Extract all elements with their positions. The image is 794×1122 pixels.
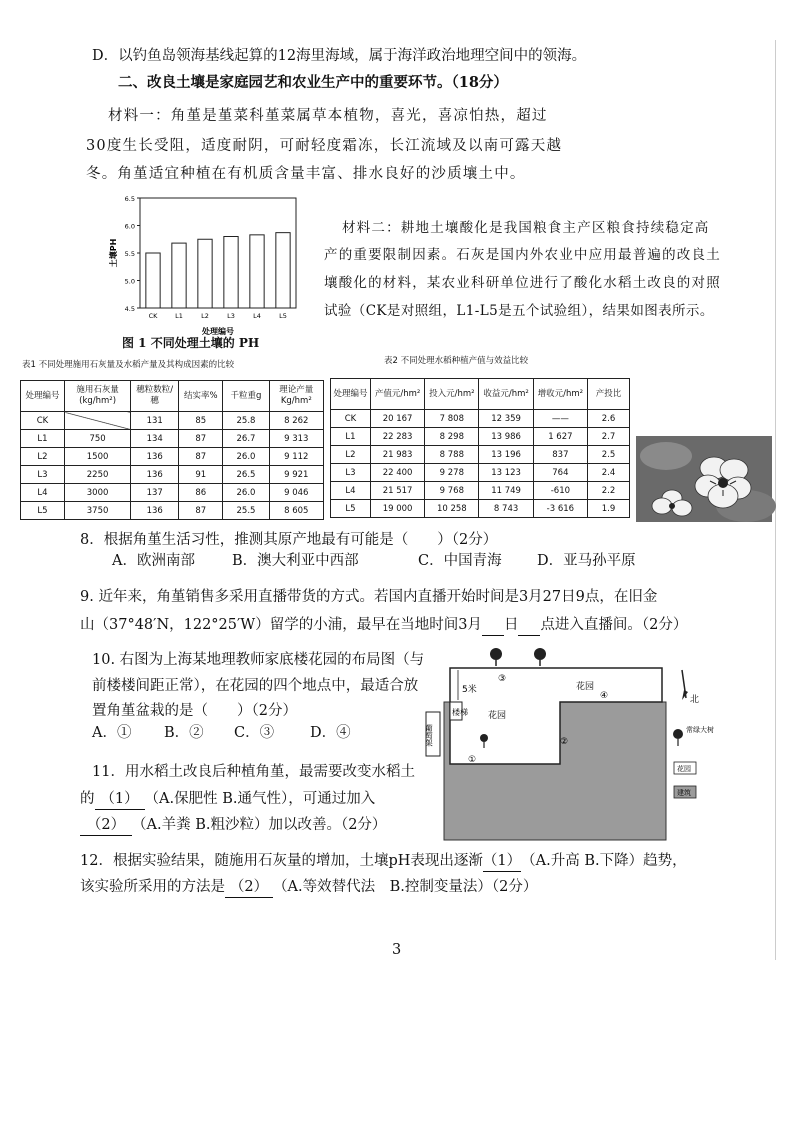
front-trees <box>490 648 546 666</box>
table2-cell: 837 <box>533 446 587 464</box>
q8-option-c: C．中国青海 <box>418 553 502 569</box>
pansy-flower-photo <box>636 436 772 522</box>
table2-row <box>331 482 630 500</box>
q10-line-1: 10. 右图为上海某地理教师家底楼花园的布局图（与 <box>92 652 425 668</box>
bar-L2 <box>198 239 212 308</box>
q12-line-1 <box>80 851 687 872</box>
y-tick-label: 6.0 <box>124 222 135 231</box>
q10-option-d: D．④ <box>310 725 351 741</box>
pansy-illustration <box>636 436 772 522</box>
table1-cell: 9 313 <box>269 430 323 448</box>
q11-text-b1: 的 <box>80 791 95 807</box>
table1-cell: 131 <box>131 412 179 430</box>
q12-blank-1[interactable]: （1） <box>483 851 521 872</box>
table1-cell: 85 <box>179 412 223 430</box>
table2-cell: 1 627 <box>533 428 587 446</box>
bar-L5 <box>276 233 290 308</box>
material2-line-4: 试验（CK是对照组，L1-L5是五个试验组），结果如图表所示。 <box>324 303 714 319</box>
table1-header: 理论产量Kg/hm² <box>269 381 323 412</box>
q10-option-b: B．② <box>164 725 204 741</box>
table1-cell: 8 605 <box>269 502 323 520</box>
table1-cell: 8 262 <box>269 412 323 430</box>
q11-line-3 <box>80 815 386 836</box>
table1-cell: L1 <box>21 430 65 448</box>
label-garden-top: 花园 <box>576 682 595 692</box>
table1-cell: 3000 <box>65 484 131 502</box>
q11-blank-2[interactable]: （2） <box>80 815 132 836</box>
q10-option-c: C．③ <box>234 725 275 741</box>
table1-header-row <box>21 381 324 412</box>
table2-row <box>331 500 630 518</box>
table1-cell: 26.7 <box>223 430 269 448</box>
table1-row <box>21 412 324 430</box>
y-tick-label: 4.5 <box>124 305 135 313</box>
bar-L4 <box>250 235 264 308</box>
q11-line-1: 11．用水稻土改良后种植角堇，最需要改变水稻土 <box>92 764 415 780</box>
bar-L3 <box>224 237 238 309</box>
table1-cell: 136 <box>131 502 179 520</box>
table1-cell: 25.8 <box>223 412 269 430</box>
material1-line-1: 材料一：角堇是堇菜科堇菜属草本植物，喜光，喜凉怕热，超过 <box>108 108 548 124</box>
q8-option-a: A．欧洲南部 <box>112 553 195 569</box>
q12-text-a: 12．根据实验结果，随施用石灰量的增加，土壤pH表现出逐渐 <box>80 853 483 869</box>
y-tick-label: 6.5 <box>124 195 135 203</box>
table1-cell: 26.0 <box>223 484 269 502</box>
table2-header: 产值元/hm² <box>370 379 424 410</box>
table2 <box>330 378 630 518</box>
table2-cell: -610 <box>533 482 587 500</box>
table2-row <box>331 410 630 428</box>
q9-line-1: 9. 近年来，角堇销售多采用直播带货的方式。若国内直播开始时间是3月27日9点，在旧金 <box>80 589 658 605</box>
table1-cell: 3750 <box>65 502 131 520</box>
table2-cell: 2.2 <box>588 482 630 500</box>
x-tick-label: L5 <box>279 312 287 320</box>
table2-cell: L5 <box>331 500 371 518</box>
table2-cell: 22 283 <box>370 428 424 446</box>
table2-cell: 12 359 <box>479 410 533 428</box>
x-tick-label: L4 <box>253 312 261 320</box>
table1-cell: 86 <box>179 484 223 502</box>
point-2: ② <box>560 737 569 747</box>
table2-cell: -3 616 <box>533 500 587 518</box>
point-3: ③ <box>498 674 507 684</box>
table1-cell: L2 <box>21 448 65 466</box>
table2-header-row <box>331 379 630 410</box>
table2-cell: CK <box>331 410 371 428</box>
x-tick-label: L2 <box>201 312 209 320</box>
table2-cell: 13 196 <box>479 446 533 464</box>
q8-option-d: D．亚马孙平原 <box>537 553 636 569</box>
table1-cell: 134 <box>131 430 179 448</box>
table1-header: 穗粒数粒/穗 <box>131 381 179 412</box>
table1-cell: L3 <box>21 466 65 484</box>
legend-building: 建筑 <box>677 789 691 797</box>
q12-line-2 <box>80 877 537 898</box>
q9-text-a: 山（37°48′N，122°25′W）留学的小浦，最早在当地时间3月 <box>80 617 482 633</box>
x-axis-label: 处理编号 <box>202 327 234 336</box>
table2-cell: 21 517 <box>370 482 424 500</box>
chart-frame <box>140 198 296 308</box>
table1-cell <box>65 412 131 430</box>
table2-cell: L4 <box>331 482 371 500</box>
table1-header: 结实率% <box>179 381 223 412</box>
table2-cell: 21 983 <box>370 446 424 464</box>
section-title: 二、改良土壤是家庭园艺和农业生产中的重要环节。（18分） <box>118 74 508 91</box>
q11-text-c: （A.羊粪 B.粗沙粒）加以改善。（2分） <box>132 817 387 833</box>
table1-row <box>21 502 324 520</box>
bar-CK <box>146 253 160 308</box>
table1-row <box>21 430 324 448</box>
table1-cell: 136 <box>131 448 179 466</box>
table1-header: 千粒重g <box>223 381 269 412</box>
label-stair: 楼梯 <box>452 708 468 717</box>
table2-cell: 2.6 <box>588 410 630 428</box>
q9-blank-day[interactable] <box>482 615 504 636</box>
scan-edge-line <box>775 40 776 960</box>
q11-line-2 <box>80 789 375 810</box>
table2-cell: 8 743 <box>479 500 533 518</box>
table1-cell: 136 <box>131 466 179 484</box>
table2-cell: 20 167 <box>370 410 424 428</box>
q12-blank-2[interactable]: （2） <box>225 877 273 898</box>
legend-garden: 花园 <box>677 765 691 773</box>
x-tick-label: L1 <box>175 312 183 320</box>
table2-cell: 9 768 <box>425 482 479 500</box>
table2-cell: 22 400 <box>370 464 424 482</box>
q9-text-b: 日 <box>503 617 519 633</box>
table2-cell: 8 788 <box>425 446 479 464</box>
q8-option-b: B．澳大利亚中西部 <box>232 553 359 569</box>
table1-cell: 91 <box>179 466 223 484</box>
q10-line-2: 前楼楼间距正常），在花园的四个地点中，最适合放 <box>92 678 419 694</box>
garden-layout-map <box>420 640 714 840</box>
table2-cell: 2.7 <box>588 428 630 446</box>
q12-text-b: （A.升高 B.下降）趋势， <box>521 853 687 869</box>
table1-caption: 表1 不同处理施用石灰量及水稻产量及其构成因素的比较 <box>22 360 235 370</box>
q12-text-d: （A.等效替代法 B.控制变量法）（2分） <box>273 879 538 895</box>
table1-cell: 87 <box>179 448 223 466</box>
table1-cell: L4 <box>21 484 65 502</box>
table1-cell: 9 046 <box>269 484 323 502</box>
table1-cell: L5 <box>21 502 65 520</box>
table1-row <box>21 466 324 484</box>
x-tick-label: CK <box>148 312 158 320</box>
point-1: ① <box>468 755 477 765</box>
q9-blank-hour[interactable] <box>518 615 540 636</box>
table2-row <box>331 446 630 464</box>
table2-cell: 764 <box>533 464 587 482</box>
table1-cell: 87 <box>179 430 223 448</box>
label-grape-shelf: 葡萄架 <box>424 724 434 747</box>
material1-line-2: 30度生长受阻，适度耐阴，可耐轻度霜冻，长江流域及以南可露天越 <box>86 138 563 154</box>
material2-line-1: 材料二：耕地土壤酸化是我国粮食主产区粮食持续稳定高 <box>342 220 710 236</box>
y-tick-label: 5.0 <box>124 277 135 286</box>
q12-text-c: 该实验所采用的方法是 <box>80 879 225 895</box>
table2-header: 增收元/hm² <box>533 379 587 410</box>
table2-cell: 13 123 <box>479 464 533 482</box>
table1-cell: 26.0 <box>223 448 269 466</box>
y-axis-label: 土壤PH <box>109 238 118 268</box>
table2-cell: 2.5 <box>588 446 630 464</box>
label-evergreen-tree: 常绿大树 <box>686 726 714 734</box>
table2-row <box>331 428 630 446</box>
q9-line-2 <box>80 615 687 636</box>
table2-cell: 10 258 <box>425 500 479 518</box>
table2-caption: 表2 不同处理水稻种植产值与效益比较 <box>384 356 529 366</box>
table2-cell: L2 <box>331 446 371 464</box>
material2-line-3: 壤酸化的材料，某农业科研单位进行了酸化水稻土改良的对照 <box>324 275 721 291</box>
table2-cell: 2.4 <box>588 464 630 482</box>
table1-header: 施用石灰量(kg/hm²) <box>65 381 131 412</box>
table2-cell: 9 278 <box>425 464 479 482</box>
table2-cell: 8 298 <box>425 428 479 446</box>
table2-cell: 7 808 <box>425 410 479 428</box>
table1-header: 处理编号 <box>21 381 65 412</box>
table2-header: 投入元/hm² <box>425 379 479 410</box>
chart-title: 图 1 不同处理土壤的 PH <box>122 336 260 350</box>
table1-cell: 750 <box>65 430 131 448</box>
x-tick-label: L3 <box>227 312 235 320</box>
table2-cell: 19 000 <box>370 500 424 518</box>
q11-text-b2: （A.保肥性 B.通气性），可通过加入 <box>144 791 376 807</box>
page-number: 3 <box>392 942 402 958</box>
table1-cell: 9 112 <box>269 448 323 466</box>
table1-cell: 25.5 <box>223 502 269 520</box>
label-garden-left: 花园 <box>488 711 507 721</box>
table2-cell: 11 749 <box>479 482 533 500</box>
material2-line-2: 产的重要限制因素。石灰是国内外农业中应用最普遍的改良土 <box>324 247 721 263</box>
table1-cell: 137 <box>131 484 179 502</box>
table1-cell: 87 <box>179 502 223 520</box>
q11-blank-1[interactable]: （1） <box>95 789 145 810</box>
table1-cell: 26.5 <box>223 466 269 484</box>
table2-cell: —— <box>533 410 587 428</box>
table1-cell: 2250 <box>65 466 131 484</box>
table1-row <box>21 448 324 466</box>
ph-chart-svg <box>106 190 316 350</box>
table1-cell: 1500 <box>65 448 131 466</box>
y-tick-label: 5.5 <box>124 250 135 258</box>
table1 <box>20 380 324 520</box>
table1-cell: CK <box>21 412 65 430</box>
table2-cell: 13 986 <box>479 428 533 446</box>
q10-line-3: 置角堇盆栽的是（ ）（2分） <box>92 703 297 719</box>
label-north: 北 <box>690 695 700 705</box>
q10-option-a: A．① <box>92 725 132 741</box>
table2-cell: L1 <box>331 428 371 446</box>
table1-cell: 9 921 <box>269 466 323 484</box>
table2-cell: 1.9 <box>588 500 630 518</box>
table2-row <box>331 464 630 482</box>
q9-text-c: 点进入直播间。（2分） <box>540 617 688 633</box>
option-d-text: D．以钓鱼岛领海基线起算的12海里海域，属于海洋政治地理空间中的领海。 <box>92 48 587 64</box>
table1-row <box>21 484 324 502</box>
table2-header: 收益元/hm² <box>479 379 533 410</box>
table2-cell: L3 <box>331 464 371 482</box>
q8-stem: 8．根据角堇生活习性，推测其原产地最有可能是（ ）（2分） <box>80 532 498 548</box>
bar-L1 <box>172 243 186 308</box>
material1-line-3: 冬。角堇适宜种植在有机质含量丰富、排水良好的沙质壤土中。 <box>86 166 526 182</box>
ph-bar-chart <box>106 190 316 350</box>
table2-header: 产投比 <box>588 379 630 410</box>
label-5m: 5米 <box>462 685 477 695</box>
point-4: ④ <box>600 691 609 701</box>
garden-map-svg <box>420 640 714 840</box>
table2-header: 处理编号 <box>331 379 371 410</box>
